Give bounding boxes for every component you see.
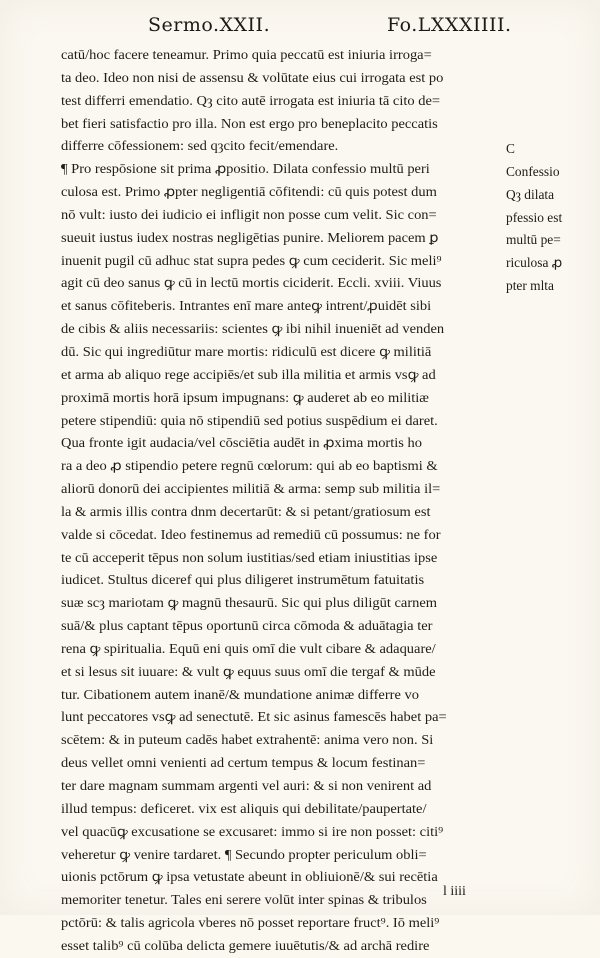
text-line: ra a deo ꝓ stipendio petere regnū cœlorum: qui ab eo baptismi & bbox=[61, 458, 438, 474]
text-line: iudicet. Stultus diceref qui plus diligeret instrumētum fatuitatis bbox=[61, 572, 425, 588]
text-line: Qua fronte igit audacia/vel cōsciētia audēt in ꝓxima mortis ho bbox=[61, 435, 422, 451]
text-line: differre cōfessionem: sed qȝcito fecit/emendare. bbox=[61, 138, 339, 154]
text-line: dū. Sic qui ingrediūtur mare mortis: ridiculū est dicere ꝙ militiā bbox=[61, 343, 432, 359]
margin-note-line: multū pe= bbox=[506, 232, 561, 248]
text-line: te cū acceperit tēpus non solum iustitias/sed etiam iniustitias ipse bbox=[61, 549, 438, 565]
text-line: deus vellet omni venienti ad certum tempus & locum festinan= bbox=[61, 755, 426, 771]
margin-note-line: Qȝ dilata bbox=[506, 186, 555, 202]
text-line: petere stipendiū: quia nō stipendiū sed potius suspēdium ei daret. bbox=[61, 412, 438, 428]
text-line: suæ scȝ mariotam ꝙ magnū thesaurū. Sic qui plus diligūt carnem bbox=[61, 595, 438, 611]
body-text bbox=[61, 44, 520, 958]
text-line: inuenit pugil cū adhuc stat supra pedes ꝙ cum ceciderit. Sic meli⁹ bbox=[61, 252, 442, 268]
text-line: sueuit iustus iudex nostras negligētias punire. Meliorem pacem ꝑ bbox=[61, 229, 439, 245]
sermon-heading: Sermo.XXII. bbox=[148, 14, 271, 36]
text-line: catū/hoc facere teneamur. Primo quia peccatū est iniuria irroga= bbox=[61, 47, 432, 62]
margin-note-line: C bbox=[506, 141, 515, 156]
text-line: ¶ Pro respōsione sit prima ꝓpositio. Dilata confessio multū peri bbox=[61, 161, 430, 177]
running-head bbox=[0, 14, 600, 44]
text-line: et si lesus sit iuuare: & vult ꝙ equus suus omī die tergaf & mūde bbox=[61, 663, 436, 679]
signature-mark: l iiii bbox=[443, 884, 466, 899]
text-line: la & armis illis contra dnm decertarūt: & si petant/gratiosum est bbox=[61, 503, 431, 519]
margin-note-line: pter mlta bbox=[506, 278, 554, 294]
text-line: vel quacūꝙ excusatione se excusaret: immo si ire non posset: citi⁹ bbox=[61, 823, 444, 839]
text-line: aliorū donorū dei accipientes militiā & arma: semp sub militia il= bbox=[61, 481, 441, 497]
text-line: esset talib⁹ cū colūba delicta gemere iuuētutis/& ad archā redire bbox=[61, 937, 430, 953]
marginal-note bbox=[506, 138, 596, 298]
text-line: agit cū deo sanus ꝙ cū in lectū mortis ciciderit. Eccli. xviii. Viuus bbox=[61, 275, 442, 291]
text-line: suā/& plus captant tēpus oportunū circa cōmoda & aduātagia ter bbox=[61, 618, 433, 634]
text-line: culosa est. Primo ꝓpter negligentiā cōfitendi: cū quis potest dum bbox=[61, 184, 437, 200]
text-line: scētem: & in puteum cadēs habet extrahentē: anima vero non. Si bbox=[61, 732, 434, 748]
text-line: proximā mortis horā ipsum impugnans: ꝙ auderet ab eo militiæ bbox=[61, 389, 429, 405]
margin-note-line: Confessio bbox=[506, 163, 560, 179]
text-line: veheretur ꝙ venire tardaret. ¶ Secundo propter periculum obli= bbox=[61, 846, 427, 862]
text-line: ta deo. Ideo non nisi de assensu & volūtate eius cui irrogata est po bbox=[61, 69, 444, 85]
text-line: pctōrū: & talis agricola vberes nō posset reportare fruct⁹. Iō meli⁹ bbox=[61, 915, 440, 931]
text-line: uionis pctōrum ꝙ ipsa vetustate abeunt in obliuionē/& sui recētia bbox=[61, 869, 438, 885]
text-line: tur. Cibationem autem inanē/& mundatione animæ differre vo bbox=[61, 686, 419, 702]
text-line: et sanus cōfiteberis. Intrantes enī mare anteꝙ intrent/ꝓuidēt sibi bbox=[61, 298, 432, 314]
text-line: de cibis & aliis necessariis: scientes ꝙ ibi nihil inueniēt ad venden bbox=[61, 321, 445, 337]
text-line: bet fieri satisfactio pro illa. Non est ergo pro beneplacito peccatis bbox=[61, 115, 438, 131]
text-line: et arma ab aliquo rege accipiēs/et sub illa militia et armis vsꝙ ad bbox=[61, 366, 436, 382]
text-line: illud tempus: deficeret. vix est aliquis qui debilitate/paupertate/ bbox=[61, 800, 427, 816]
text-line: rena ꝙ spiritualia. Equū eni quis omī die vult cibare & adaquare/ bbox=[61, 640, 436, 656]
text-line: nō vult: iusto dei iudicio ei infligit non posse cum velit. Sic con= bbox=[61, 206, 437, 222]
folio-number: Fo.LXXXIIII. bbox=[387, 14, 512, 36]
margin-note-line: riculosa ꝓ bbox=[506, 255, 563, 271]
margin-note-line: pfessio est bbox=[506, 209, 563, 225]
text-line: ter dare magnam summam argenti vel auri: & si non venirent ad bbox=[61, 778, 432, 793]
text-line: test differri emendatio. Qȝ cito autē irrogata est iniuria tā cito de= bbox=[61, 92, 441, 108]
text-line: memoriter tenetur. Tales eni serere volūt inter spinas & tribulos bbox=[61, 892, 427, 908]
text-line: lunt peccatores vsꝙ ad senectutē. Et sic asinus famescēs habet pa= bbox=[61, 709, 447, 725]
text-line: valde si cōcedat. Ideo festinemus ad remediū cū possumus: ne for bbox=[61, 526, 441, 542]
